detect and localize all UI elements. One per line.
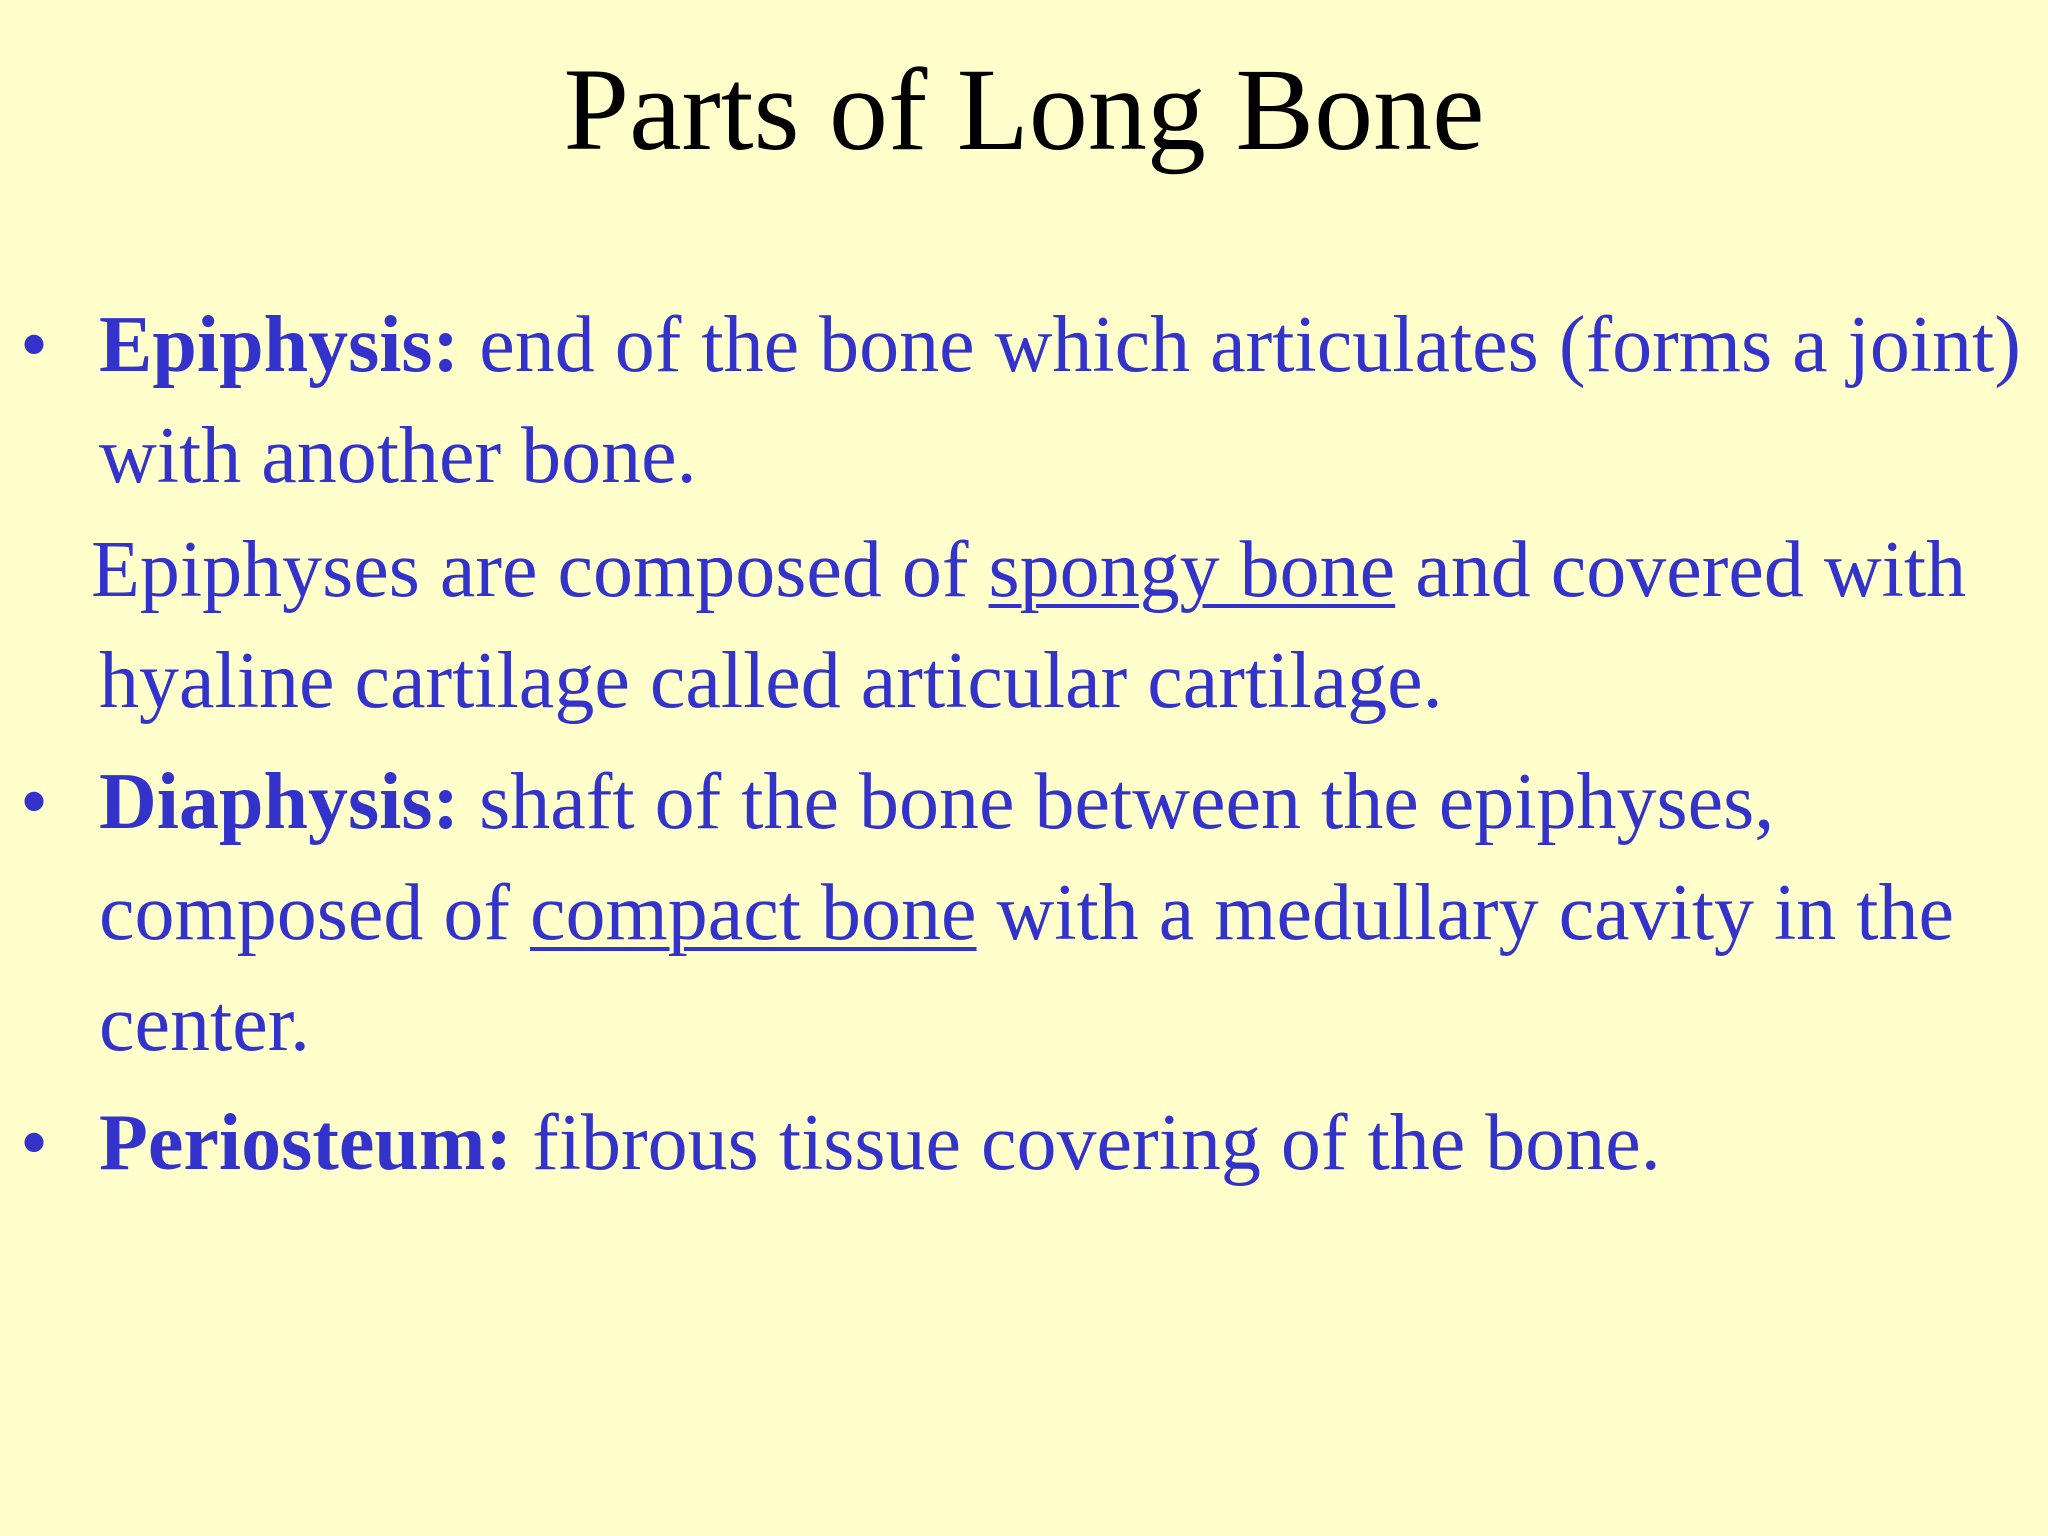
bullet-marker: • bbox=[20, 758, 49, 846]
term-diaphysis: Diaphysis: bbox=[99, 758, 460, 846]
paragraph-text-before: Epiphyses are composed of bbox=[91, 526, 989, 614]
paragraph-text-after: and covered with hyaline cartilage called articular cartilage. bbox=[99, 526, 1967, 725]
underlined-compact-bone: compact bone bbox=[530, 869, 977, 957]
paragraph-epiphyses-composition bbox=[20, 515, 2030, 737]
bullet-item-epiphysis bbox=[20, 290, 2030, 512]
bullet-item-periosteum bbox=[20, 1088, 2030, 1199]
definition-periosteum: fibrous tissue covering of the bone. bbox=[512, 1099, 1661, 1187]
definition-diaphysis-before: shaft of the bone between the epiphyses, composed of bbox=[99, 758, 1775, 957]
slide-body bbox=[20, 290, 2030, 1199]
underlined-spongy-bone: spongy bone bbox=[988, 526, 1396, 614]
slide-title: Parts of Long Bone bbox=[563, 44, 1485, 175]
definition-diaphysis-after: with a medullary cavity in the center. bbox=[99, 869, 1954, 1068]
definition-epiphysis: end of the bone which articulates (forms a joint) with another bone. bbox=[99, 301, 2021, 500]
bullet-marker: • bbox=[20, 301, 49, 389]
bullet-item-diaphysis bbox=[20, 747, 2030, 1080]
term-epiphysis: Epiphysis: bbox=[99, 301, 460, 389]
bullet-marker: • bbox=[20, 1099, 49, 1187]
term-periosteum: Periosteum: bbox=[99, 1099, 513, 1187]
